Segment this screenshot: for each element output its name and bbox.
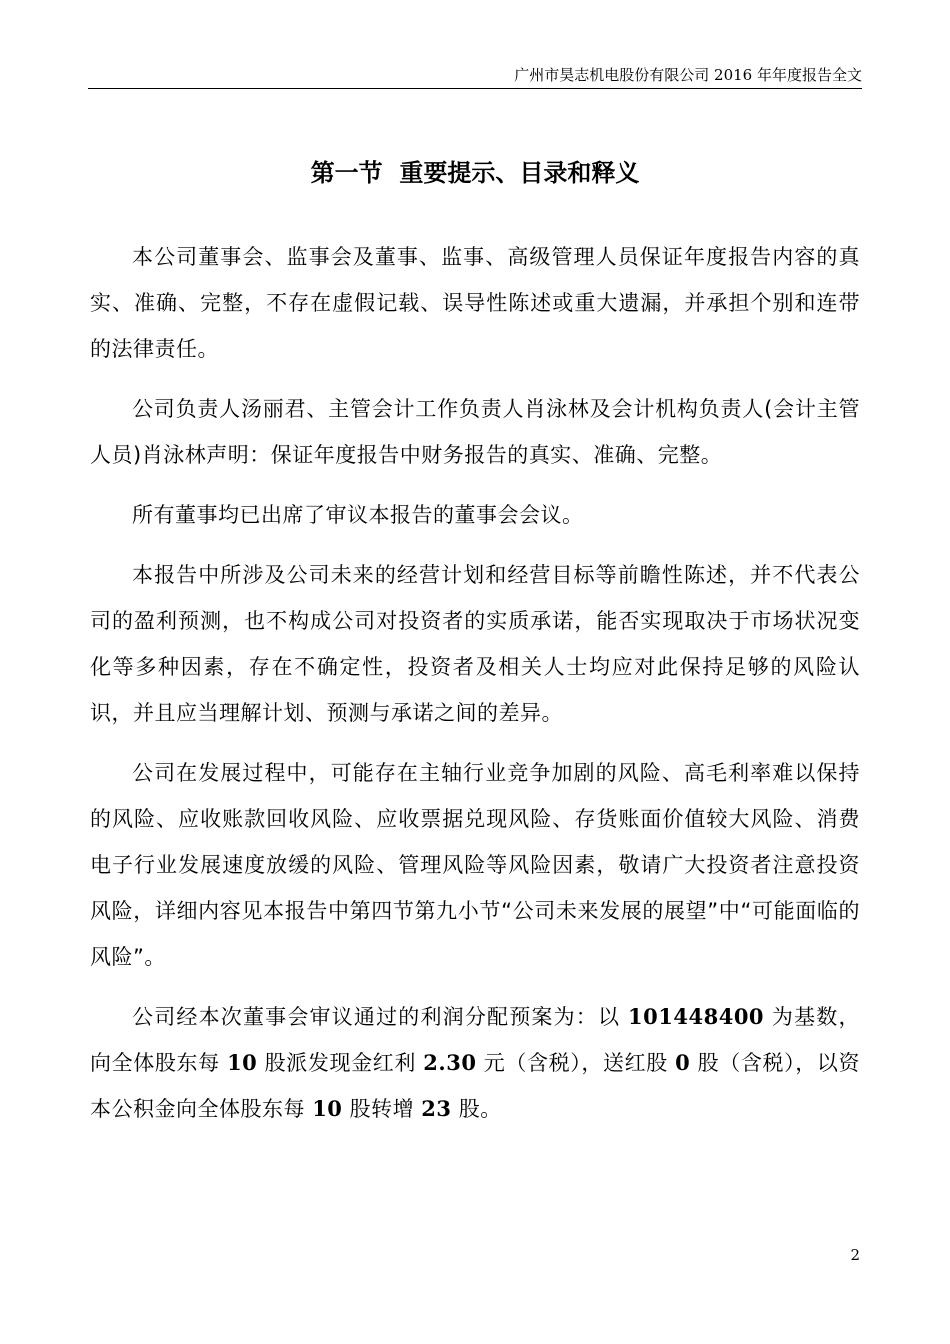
paragraph-responsible-persons: 公司负责人汤丽君、主管会计工作负责人肖泳林及会计机构负责人(会计主管人员)肖泳林声明：保证年度报告中财务报告的真实、准确、完整。 [90,397,860,467]
cash-dividend: 2.30 [423,1050,477,1075]
paragraph-directors-attendance: 所有董事均已出席了审议本报告的董事会会议。 [132,503,584,527]
text-segment: 股。 [451,1097,502,1121]
text-segment: 为基数，向全体股东每 [90,1005,860,1075]
paragraph-board-guarantee: 本公司董事会、监事会及董事、监事、高级管理人员保证年度报告内容的真实、准确、完整，不存在虚假记载、误导性陈述或重大遗漏，并承担个别和连带的法律责任。 [90,245,860,361]
paragraph-forward-looking: 本报告中所涉及公司未来的经营计划和经营目标等前瞻性陈述，并不代表公司的盈利预测，也不构成公司对投资者的实质承诺，能否实现取决于市场状况变化等多种因素，存在不确定性，投资者及相关人士均应对此保持足够的风险认识，并且应当理解计划、预测与承诺之间的差异。 [90,563,860,725]
section-title: 第一节 重要提示、目录和释义 [310,159,640,187]
text-segment: 公司经本次董事会审议通过的利润分配预案为：以 [132,1005,629,1029]
per-shares-2: 10 [312,1096,343,1121]
bonus-shares: 0 [675,1050,691,1075]
running-header: 广州市昊志机电股份有限公司 2016 年年度报告全文 [514,66,862,84]
text-segment: 股转增 [342,1097,422,1121]
transfer-shares: 23 [421,1096,452,1121]
header-rule [88,88,862,89]
page-number: 2 [850,1246,860,1264]
body-content [90,234,860,1146]
paragraph-risks: 公司在发展过程中，可能存在主轴行业竞争加剧的风险、高毛利率难以保持的风险、应收账款回收风险、应收票据兑现风险、存货账面价值较大风险、消费电子行业发展速度放缓的风险、管理风险等风险因素，敬请广大投资者注意投资风险，详细内容见本报告中第四节第九小节“公司未来发展的展望”中“可能面临的风险”。 [90,761,860,969]
share-base: 101448400 [628,1004,765,1029]
per-shares: 10 [227,1050,258,1075]
paragraph-profit-distribution [90,994,860,1132]
text-segment: 股派发现金红利 [257,1051,424,1075]
text-segment: 元（含税），送红股 [476,1051,676,1075]
text-segment: 股（含税），以资本公积金向全体股东每 [90,1051,860,1121]
